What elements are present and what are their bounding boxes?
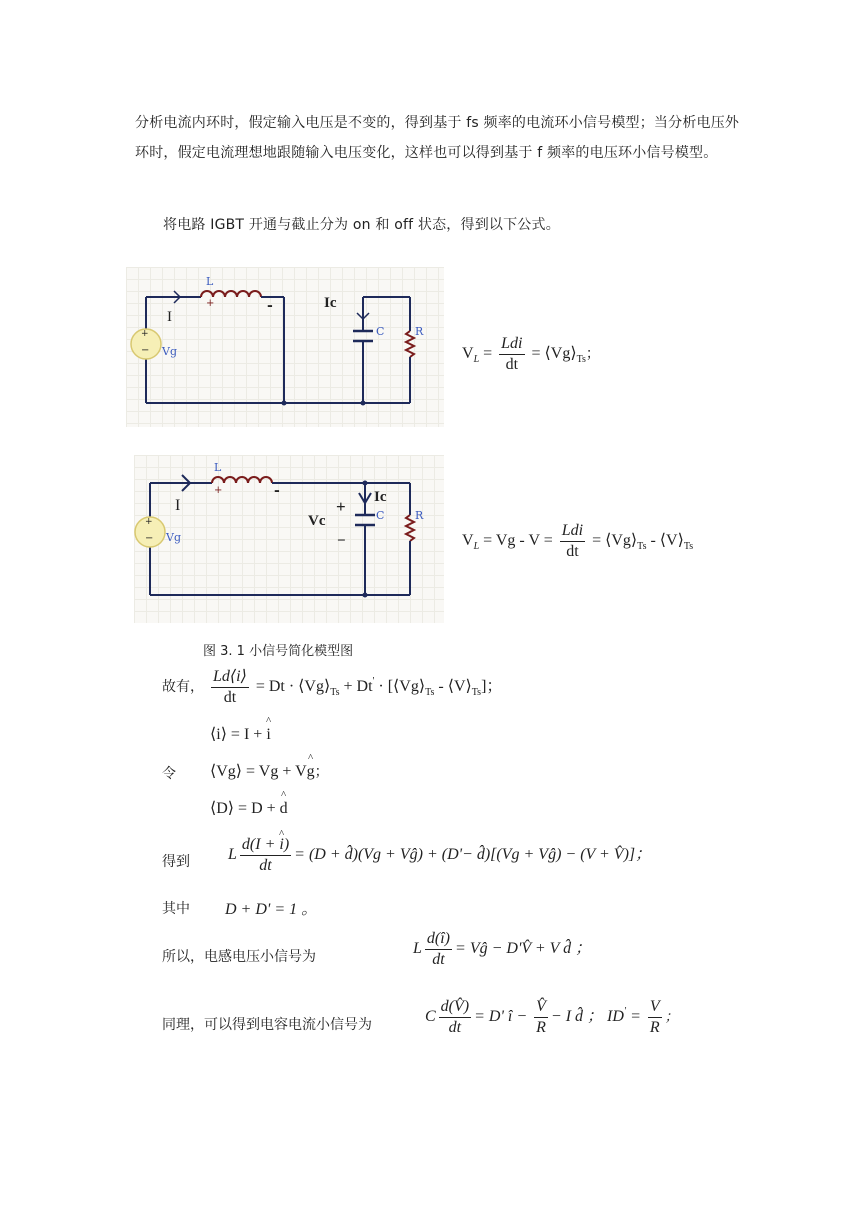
source-plus: +: [141, 329, 149, 339]
inductor-minus: -: [274, 483, 280, 499]
current-ic-label: Ic: [374, 489, 387, 505]
paragraph-inner-outer-loop: 分析电流内环时，假定输入电压是不变的，得到基于 fs 频率的电流环小信号模型；当分析电压外环时，假定电流理想地跟随输入电压变化，这样也可以得到基于 f 频率的电压环小信号模型。: [135, 115, 740, 161]
equation-voltage-perturb: ⟨Vg⟩ = Vg + V^ g；: [210, 761, 329, 781]
current-i-label: I: [167, 309, 172, 325]
capacitor-label: C: [376, 325, 385, 338]
equation-obtain-label: 得到: [162, 854, 190, 870]
inductor-minus: -: [267, 298, 273, 314]
equation-where-label: 其中: [162, 901, 190, 917]
figure-caption: 图 3. 1 小信号简化模型图: [203, 644, 354, 659]
resistor-label: R: [415, 509, 424, 522]
capacitor-minus: −: [337, 533, 346, 549]
equation-average-inductor: 故有， $\frac{Ld⟨i⟩}{dt}$ = $Dt \cdot ⟨Vg⟩_{Ts} + Dt'$ · [$⟨Vg⟩_{Ts}$ - $⟨V⟩_{Ts}$]；: [162, 668, 503, 706]
equation-let-label: 令: [162, 766, 176, 782]
circuit-off-state: [134, 455, 444, 623]
source-minus: −: [141, 345, 150, 356]
capacitor-plus: +: [336, 497, 346, 516]
equation-inductor-small-signal-label: 所以，电感电压小信号为: [162, 949, 316, 965]
inductor-plus: +: [206, 298, 215, 309]
equation-current-perturb: ⟨i⟩ = I + ^ i: [210, 724, 271, 744]
current-ic-label: Ic: [324, 295, 337, 311]
equation-expanded: L $\frac{d(I + \^{} i)}{dt}$ = (D + d̂)(Vg + Vĝ) + (D'− d̂)[(Vg + Vĝ) − (V + V̂)]；: [228, 836, 651, 875]
source-minus: −: [145, 533, 154, 544]
equation-duty-perturb: ⟨D⟩ = D + ^ d: [210, 798, 288, 818]
inductor-label: L: [214, 461, 222, 474]
circuit-on-state: [126, 267, 444, 427]
equation-duty-sum: D + D' = 1 。: [225, 901, 318, 918]
source-plus: +: [145, 517, 153, 527]
inductor-plus: +: [214, 485, 223, 496]
equation-capacitor-small-signal: C $\frac{d(V̂)}{dt}$ = D' î − $\frac{V̂}{R}$ − I d̂ ； ID' = $\frac{V}{R}$ ；: [425, 998, 679, 1036]
resistor-label: R: [415, 325, 424, 338]
paragraph-igbt-states: 将电路 IGBT 开通与截止分为 on 和 off 状态，得到以下公式。: [163, 217, 560, 233]
equation-off-state: $V_L = Vg - V$ = $\frac{\text{Ldi}}{dt}$ = $⟨Vg⟩_{Ts}$ - $⟨V⟩_{Ts}$: [462, 522, 694, 560]
equation-capacitor-small-signal-label: 同理，可以得到电容电流小信号为: [162, 1017, 372, 1033]
capacitor-label: C: [376, 509, 385, 522]
equation-inductor-small-signal: L $\frac{d(î)}{dt}$ = Vĝ − D'V̂ + V d̂ ；: [413, 930, 592, 968]
source-vg-label: Vg: [162, 345, 177, 358]
current-i-label: I: [175, 497, 181, 514]
capacitor-voltage-label: Vc: [308, 513, 326, 529]
equation-on-state: $V_L$ = $\frac{\text{Ldi}}{dt}$ = $⟨Vg⟩_{Ts}$；: [462, 335, 600, 373]
source-vg-label: Vg: [166, 531, 181, 544]
inductor-label: L: [206, 275, 214, 288]
